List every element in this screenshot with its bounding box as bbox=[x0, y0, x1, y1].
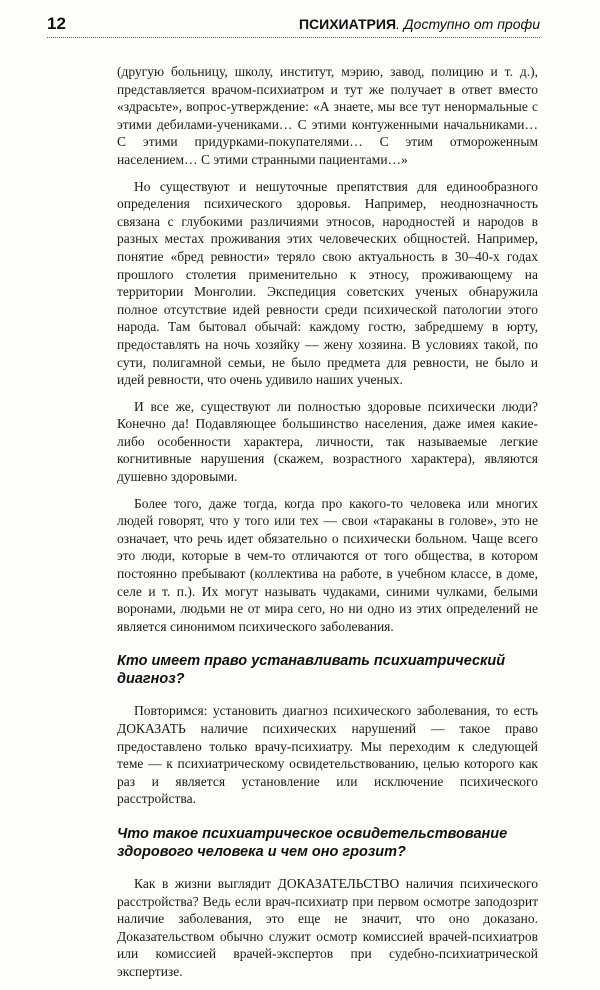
running-title bbox=[299, 16, 540, 32]
running-title-main: ПСИХИАТРИЯ bbox=[298, 16, 397, 32]
running-title-sub: . Доступно от профи bbox=[396, 16, 540, 32]
paragraph: Более того, даже тогда, когда про какого-то человека или многих людей говорят, что у того или тех — свои «тараканы в голове», это не означает, что речь идет обязательно о психически больном. Чаще всего это люди, которые в чем-то отличаются от того общества, в котором постоянно пребывают (коллектива на работе, в учебном классе, в доме, селе и т. п.). Их могут называть чудаками, синими чулками, белыми воронами, людьми не от мира сего, но ни одно из этих определений не является синонимом психического заболевания. bbox=[117, 495, 538, 634]
paragraph: Как в жизни выглядит ДОКАЗАТЕЛЬСТВО наличия психического расстройства? Ведь если врач-психиатр при первом осмотре заподозрит наличие заболевания, это еще не значит, что оно доказано. Доказательством обычно служит осмотр комиссией врачей-психиатров или комиссией врачей-экспертов при судебно-психиатрической экспертизе. bbox=[117, 875, 538, 979]
header-divider bbox=[47, 37, 540, 38]
paragraph: Но существуют и нешуточные препятствия для единообразного определения психического здоровья. Например, неоднозначность связана с глубокими различиями этносов, народностей и народов в разных местах проживания этих человеческих общностей. Например, понятие «бред ревности» теряло свою актуальность в 30–40-х годах прошлого столетия применительно к этносу, проживающему на территории Монголии. Экспедиция советских ученых обнаружила полное отсутствие идей ревности среди психической патологии этого народа. Там бытовал обычай: каждому гостю, забредшему в юрту, предоставлять на ночь хозяйку — жену хозяина. В условиях такой, по сути, полигамной семьи, не было предмета для ревности, не было и идей ревности, что очень удивило наших ученых. bbox=[117, 178, 538, 388]
section-heading: Что такое психиатрическое освидетельствование здорового человека и чем оно грозит? bbox=[117, 825, 508, 860]
paragraph: (другую больницу, школу, институт, мэрию, завод, полицию и т. д.), представляется врачом-психиатром и тут же получает в ответ вместо «здрасьте», вопрос-утверждение: «А знаете, мы все тут ненормальные с этими дебилами-учениками… С этими контуженными начальниками… С этими придурками-покупателями… С этим отмороженным населением… С этими странными пациентами…» bbox=[117, 64, 538, 167]
page-header bbox=[47, 14, 540, 36]
page-body bbox=[117, 63, 538, 990]
section-heading: Кто имеет право устанавливать психиатрический диагноз? bbox=[117, 653, 506, 688]
paragraph: Повторимся: установить диагноз психического заболевания, то есть ДОКАЗАТЬ наличие психических нарушений — такое право предоставлено только врачу-психиатру. Мы переходим к следующей теме — к психиатрическому освидетельствованию, целью которого как раз и является установление или исключение психического расстройства. bbox=[117, 703, 538, 807]
paragraph: И все же, существуют ли полностью здоровые психически люди? Конечно да! Подавляющее большинство населения, даже имея какие-либо особенности характера, личности, так называемые легкие когнитивные нарушения (скажем, возрастного характера), являются душевно здоровыми. bbox=[117, 398, 538, 485]
page-number: 12 bbox=[47, 14, 66, 33]
